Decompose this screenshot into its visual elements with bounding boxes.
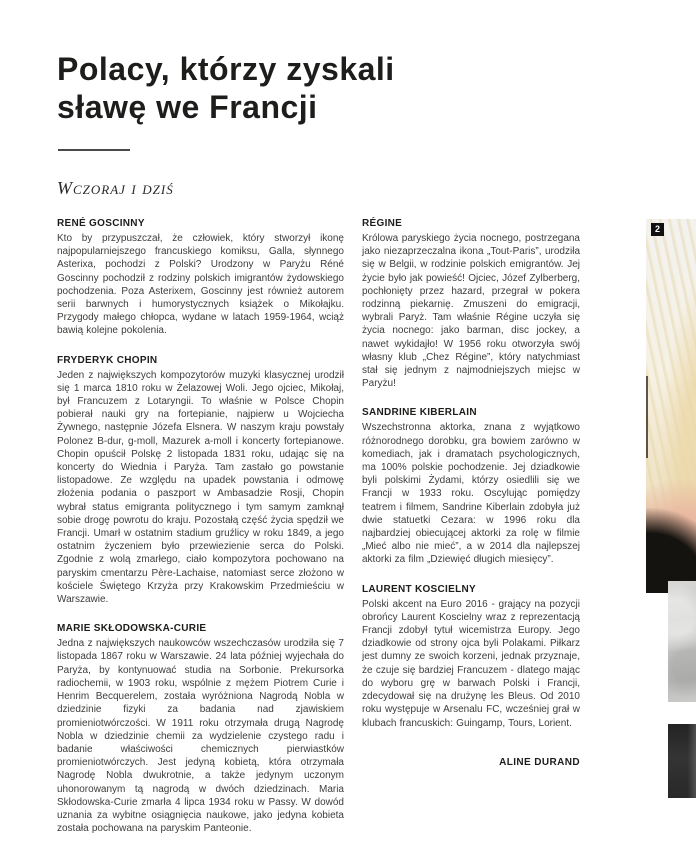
article-heading: MARIE SKŁODOWSKA-CURIE [57, 623, 207, 635]
author-byline: ALINE DURAND [499, 756, 580, 768]
title-rule-divider [58, 149, 130, 151]
article-laurent-koscielny [362, 584, 580, 730]
article-fryderyk-chopin [57, 355, 344, 607]
photo-grayscale-fragment [668, 581, 696, 702]
column-left [57, 218, 344, 852]
article-marie-sklodowska-curie [57, 623, 344, 835]
article-regine [362, 218, 580, 390]
page-title-line-1: Polacy, którzy zyskali [57, 51, 395, 87]
article-rene-goscinny [57, 218, 344, 338]
article-heading: RENÉ GOSCINNY [57, 218, 145, 229]
page-number-badge: 2 [651, 223, 664, 236]
article-sandrine-kiberlain [362, 407, 580, 566]
article-body: Jeden z największych kompozytorów muzyki klasycznej urodził się 1 marca 1810 roku w Żelazowej Woli. Jego ojciec, Mikołaj, był Francuzem z Lotaryngii. To właśnie w Polsce Chopin pobierał nauki gry na fortepianie, najpierw u Wojciecha Żywnego, następnie Józefa Elsnera. W naszym kraju powstały Polonez B-dur, g-moll, Mazurek a-moll i koncerty fortepianowe. Chopin opuścił Polskę 2 listopada 1831 roku, udając się na koncerty do Wiednia i Paryża. Tam zastało go powstanie listopadowe. Ze względu na upadek powstania i odmowę złożenia podania o paszport w Ambasadzie Rosji, Chopin wybrał status emigranta politycznego i tym samym zamknął sobie drogę powrotu do kraju. Pozostałą część życia spędził we Francji. Umarł w ostatnim stadium gruźlicy w roku 1849, a jego ostatnim życzeniem było przewiezienie serca do Polski. Zgodnie z wolą zmarłego, ciało kompozytora pochowano na paryskim cmentarzu Père-Lachaise, natomiast serce złożono w kościele Świętego Krzyża przy Krakowskim Przedmieściu w Warszawie. [57, 369, 344, 606]
article-body: Polski akcent na Euro 2016 - grający na pozycji obrońcy Laurent Koscielny wraz z reprezentacją Francji zdobył tytuł wicemistrza Europy. Jego dziadkowie od strony ojca byli Polakami. Piłkarz jest dumny ze swoich korzeni, jednak przyznaje, że czuje się bardziej Francuzem - dlatego mając do wyboru grę w barwach Polski i Francji, zdecydował się na drużynę les Bleus. Od 2010 roku występuje w Arsenalu FC, wcześniej grał w klubach francuskich: Guingamp, Tours, Lorient. [362, 598, 580, 729]
article-body: Królowa paryskiego życia nocnego, postrzegana jako niezaprzeczalna ikona „Tout-Paris”, urodziła się w Belgii, w rodzinie polskich emigrantów. Jej życie było jak powieść! Ojciec, Józef Zylberberg, pochłonięty przez hazard, przegrał w pokera rodzinną piekarnię. Zmuszeni do emigracji, wybrali Paryż. Tam właśnie Régine uczyła się życia nocnego: jako barman, disc jockey, a nawet wykidajło! W 1956 roku otworzyła swój własny klub „Chez Régine”, który natychmiast stał się jednym z najmodniejszych miejsc w Paryżu! [362, 233, 580, 390]
page-title-line-2: sławę we Francji [57, 89, 318, 125]
article-body: Jedna z największych naukowców wszechczasów urodziła się 7 listopada 1867 roku w Warszawie. 24 lata później wyjechała do Paryża, by kontynuować studia na Sorbonie. Prekursorka radiochemii, w 1903 roku, wspólnie z mężem Piotrem Curie i Henrim Becquerelem, została wyróżniona Nagrodą Nobla w dziedzinie fizyki za badania nad zjawiskiem promieniotwórczości. W 1911 roku otrzymała drugą Nagrodę Nobla w dziedzinie chemii za wydzielenie czystego radu i badanie właściwości chemicznych pierwiastków promieniotwórczych. Jest jedyną kobietą, która otrzymała Nagrodę Nobla dwukrotnie, a także jedynym uczonym uhonorowanym tą nagrodą w dwóch dziedzinach. Maria Skłodowska-Curie zmarła 4 lipca 1934 roku w Passy. W dowód uznania za wybitne osiągnięcia naukowe, jako jedyna kobieta została pochowana na paryskim Panteonie. [57, 638, 344, 835]
photo-shadow-detail [646, 376, 648, 458]
article-heading: LAURENT KOSCIELNY [362, 583, 476, 595]
column-right [362, 218, 580, 768]
article-heading: FRYDERYK CHOPIN [57, 354, 158, 366]
page-title [57, 50, 487, 126]
article-body: Wszechstronna aktorka, znana z wyjątkowo różnorodnego dorobku, gra bowiem zarówno w komediach, jak i dramatach psychologicznych, ma 100% polskie pochodzenie. Jej dziadkowie byli polskimi Żydami, którzy osiedlili się we Francji w 1933 roku. Oscylując pomiędzy teatrem i filmem, Sandrine Kiberlain zdobyła już dwie statuetki Cezara: w 1996 roku dla najbardziej obiecującej aktorki za rolę w filmie „Mieć albo nie mieć”, a w 2014 dla najlepszej aktorki za film „Dziewięć długich miesięcy”. [362, 422, 580, 566]
photo-dark-fragment [668, 724, 696, 798]
photo-blonde-woman-portrait [646, 219, 696, 593]
section-kicker: Wczoraj i dziś [57, 178, 174, 198]
article-body: Kto by przypuszczał, że człowiek, który stworzył ikonę najpopularniejszego francuskiego komiksu, Galla, słynnego Asterixa, pochodzi z Polski? Urodzony w Paryżu Réné Goscinny pochodził z rodziny polskich imigrantów żydowskiego pochodzenia. Poza Asterixem, Goscinny jest również autorem serii barwnych i humorystycznych książek o Mikołajku. Przygody małego chłopca, wydane w latach 1959-1964, wciąż bawią kolejne pokolenia. [57, 233, 344, 337]
article-heading: SANDRINE KIBERLAIN [362, 407, 477, 419]
article-heading: RÉGINE [362, 218, 403, 229]
